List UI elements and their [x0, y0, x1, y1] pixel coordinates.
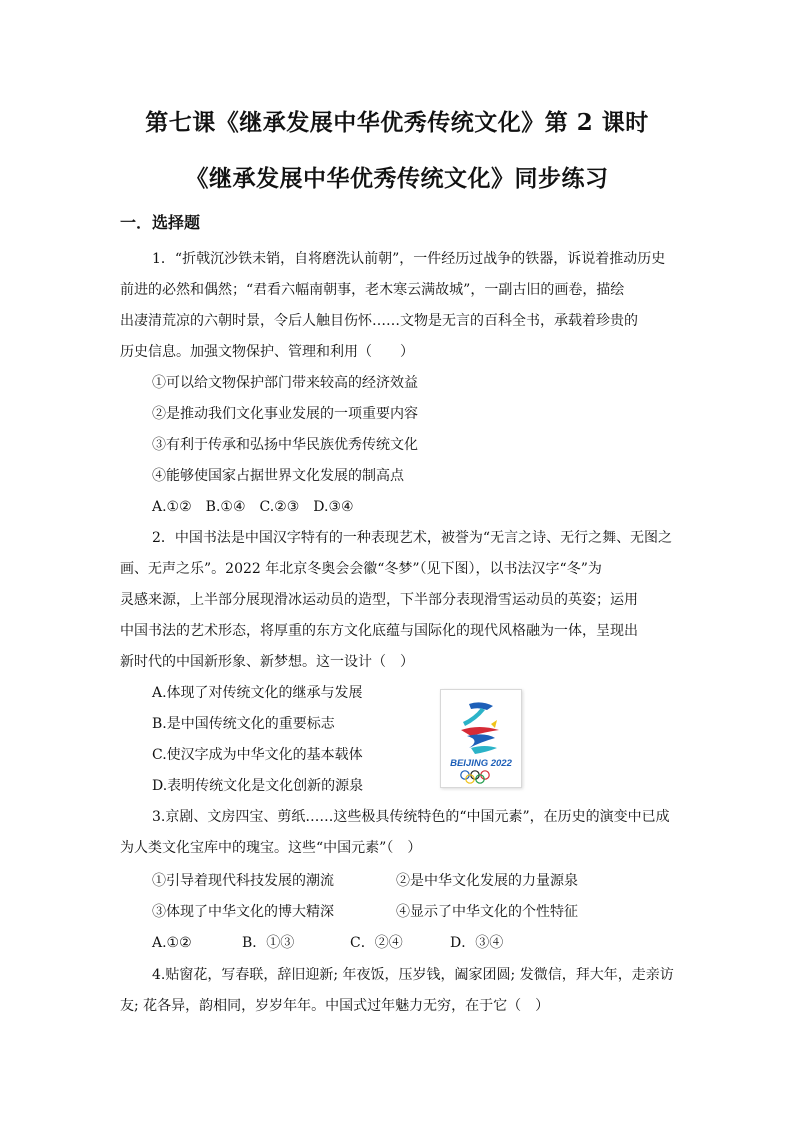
q2-option-c: C.使汉字成为中华文化的基本载体 — [152, 747, 363, 763]
q3-line: 为人类文化宝库中的瑰宝。这些“中国元素”（ ） — [120, 840, 422, 856]
q4-line: 友; 花各异，韵相同，岁岁年年。中国式过年魅力无穷，在于它（ ） — [120, 998, 550, 1014]
q2-line: 中国书法的艺术形态，将厚重的东方文化底蕴与国际化的现代风格融为一体，呈现出 — [120, 623, 638, 639]
q1-option: ②是推动我们文化事业发展的一项重要内容 — [152, 406, 418, 422]
q3-option-4: ④显示了中华文化的个性特征 — [396, 904, 578, 920]
q2-option-d: D.表明传统文化是文化创新的源泉 — [152, 778, 364, 794]
q1-line: 出凄清荒凉的六朝时景，令后人触目伤怀……文物是无言的百科全书，承载着珍贵的 — [120, 313, 638, 329]
q2-line: 灵感来源，上半部分展现滑冰运动员的造型，下半部分表现滑雪运动员的英姿；运用 — [120, 592, 638, 608]
q2-option-a: A.体现了对传统文化的继承与发展 — [152, 685, 363, 701]
q2-line: 画、无声之乐”。2022 年北京冬奥会会徽“冬梦”（见下图），以书法汉字“冬”为 — [120, 561, 602, 577]
q1-option: ④能够使国家占据世界文化发展的制高点 — [152, 468, 404, 484]
winter-olympics-logo-icon — [441, 690, 521, 787]
page-title: 第七课《继承发展中华优秀传统文化》第 2 课时 — [145, 109, 649, 136]
q1-line: 历史信息。加强文物保护、管理和利用（ ） — [120, 344, 414, 360]
page-subtitle: 《继承发展中华优秀传统文化》同步练习 — [185, 165, 609, 192]
q1-option: ③有利于传承和弘扬中华民族优秀传统文化 — [152, 437, 418, 453]
emblem-text: BEIJING 2022 — [450, 758, 512, 769]
q3-answer-b: B．①③ — [242, 935, 295, 951]
q3-answer-a: A.①② — [152, 935, 192, 951]
q3-option-1: ①引导着现代科技发展的潮流 — [152, 873, 334, 889]
q4-line: 4.贴窗花，写春联，辞旧迎新; 年夜饭，压岁钱，阖家团圆; 发微信，拜大年，走亲访 — [152, 967, 674, 983]
q2-line: 新时代的中国新形象、新梦想。这一设计（ ） — [120, 654, 414, 670]
q1-line: 前进的必然和偶然；“君看六幅南朝事，老木寒云满故城”，一副古旧的画卷，描绘 — [120, 282, 625, 298]
beijing-2022-emblem — [440, 689, 522, 788]
q1-line: 1．“折戟沉沙铁未销，自将磨洗认前朝”，一件经历过战争的铁器，诉说着推动历史 — [152, 251, 666, 267]
q1-option: ①可以给文物保护部门带来较高的经济效益 — [152, 375, 418, 391]
q3-answer-d: D．③④ — [450, 935, 504, 951]
q2-option-b: B.是中国传统文化的重要标志 — [152, 716, 335, 732]
q3-line: 3.京剧、文房四宝、剪纸……这些极具传统特色的“中国元素”，在历史的演变中已成 — [152, 809, 670, 825]
section-heading: 一．选择题 — [120, 213, 201, 232]
q3-option-3: ③体现了中华文化的博大精深 — [152, 904, 334, 920]
q3-answer-c: C．②④ — [350, 935, 403, 951]
q1-answers: A.①② B.①④ C.②③ D.③④ — [152, 499, 354, 515]
q3-option-2: ②是中华文化发展的力量源泉 — [396, 873, 578, 889]
q2-line: 2．中国书法是中国汉字特有的一种表现艺术，被誉为“无言之诗、无行之舞、无图之 — [152, 530, 673, 546]
